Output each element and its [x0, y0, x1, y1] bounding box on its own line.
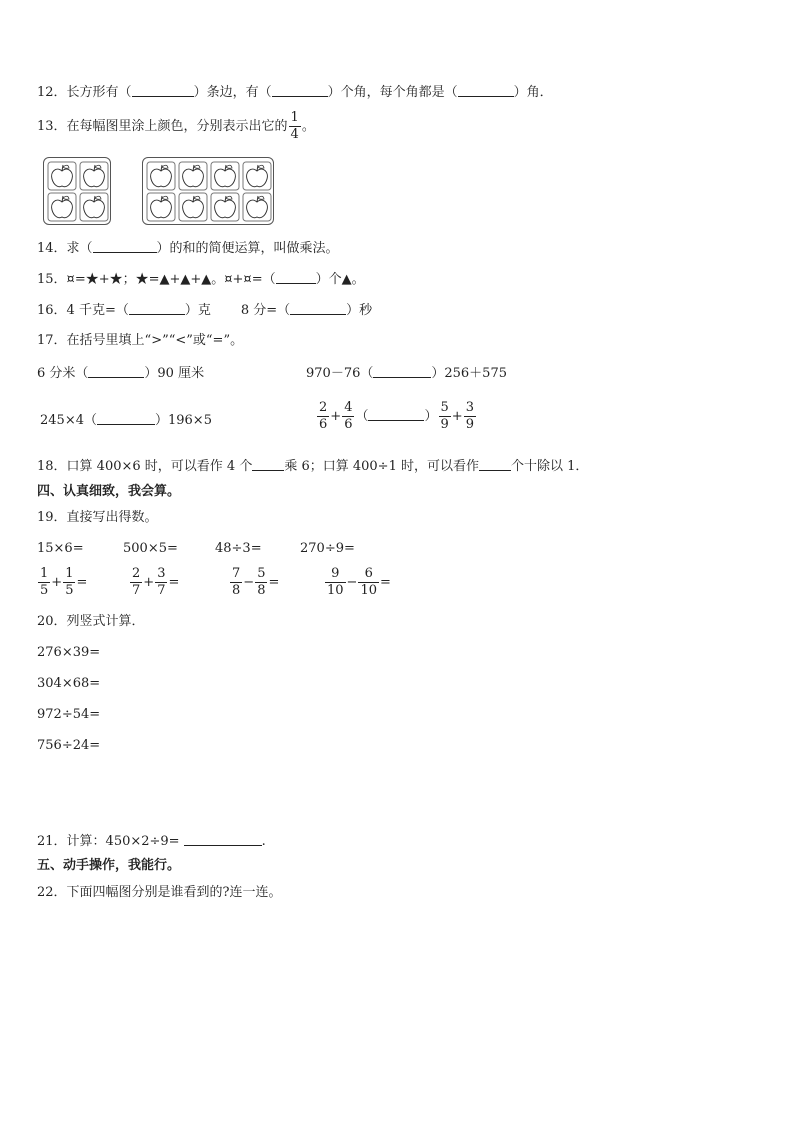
fraction: $\frac{7}{8}$ — [232, 566, 241, 598]
fraction: $\frac{3}{9}$ — [465, 400, 474, 432]
calc-item: 48÷3= — [215, 541, 262, 556]
calc-item: 500×5= — [123, 541, 178, 556]
answer-blank[interactable] — [88, 364, 144, 378]
question-16: 16．4 千克=（ ）克 8 分=（ ）秒 — [37, 303, 373, 318]
fraction-calc-item: $\frac{1}{5}$ + $\frac{1}{5}$ = — [40, 566, 88, 598]
calc-item: 270÷9= — [300, 541, 355, 556]
fraction-calc-item: $\frac{9}{10}$ − $\frac{6}{10}$ = — [327, 566, 391, 598]
fraction: $\frac{2}{6}$ — [319, 400, 328, 432]
apple-box-4[interactable] — [43, 157, 111, 225]
question-15: 15．¤=★+★；★=▲+▲+▲。¤+¤=（ ）个▲。 — [37, 272, 365, 287]
compare-1: 6 分米（ ）90 厘米 — [37, 366, 205, 381]
answer-blank[interactable] — [132, 83, 194, 97]
question-18: 18．口算 400×6 时，可以看作 4 个 乘 6；口算 400÷1 时，可以看作 个十除以 1． — [37, 459, 589, 474]
fraction-calc-item: $\frac{2}{7}$ + $\frac{3}{7}$ = — [132, 566, 180, 598]
apple-box-8[interactable] — [142, 157, 274, 225]
compare-4: $\frac{2}{6}$ + $\frac{4}{6}$ （ ） $\frac{5}{9}$ + $\frac{3}{9}$ — [319, 400, 474, 432]
answer-blank[interactable] — [252, 457, 284, 471]
answer-blank[interactable] — [272, 83, 328, 97]
answer-blank[interactable] — [458, 83, 514, 97]
fraction: $\frac{3}{7}$ — [157, 566, 166, 598]
fraction: $\frac{5}{8}$ — [257, 566, 266, 598]
question-21: 21．计算：450×2÷9= . — [37, 834, 266, 849]
fraction: $\frac{4}{6}$ — [344, 400, 353, 432]
answer-blank[interactable] — [290, 301, 346, 315]
fraction: $\frac{5}{9}$ — [440, 400, 449, 432]
answer-blank[interactable] — [184, 832, 262, 846]
vertical-calc-item: 756÷24= — [37, 738, 101, 753]
fraction: $\frac{1}{5}$ — [65, 566, 74, 598]
section-4-heading: 四、认真细致，我会算。 — [37, 484, 181, 499]
compare-3: 245×4（ ）196×5 — [40, 413, 212, 428]
fraction-calc-item: $\frac{7}{8}$ − $\frac{5}{8}$ = — [232, 566, 280, 598]
vertical-calc-item: 304×68= — [37, 676, 101, 691]
vertical-calc-item: 972÷54= — [37, 707, 101, 722]
question-19-title: 19．直接写出得数。 — [37, 510, 158, 525]
question-22: 22．下面四幅图分别是谁看到的?连一连。 — [37, 885, 282, 900]
answer-blank[interactable] — [129, 301, 185, 315]
question-20-title: 20．列竖式计算． — [37, 614, 145, 629]
question-12: 12．长方形有（ ）条边，有（ ）个角，每个角都是（ ）角． — [37, 85, 553, 100]
answer-blank[interactable] — [368, 407, 424, 421]
fraction: $\frac{2}{7}$ — [132, 566, 141, 598]
answer-blank[interactable] — [97, 411, 155, 425]
answer-blank[interactable] — [479, 457, 511, 471]
fraction: $\frac{1}{4}$ — [290, 110, 299, 142]
question-17-title: 17．在括号里填上“>”“<”或“=”。 — [37, 333, 244, 348]
question-13: 13．在每幅图里涂上颜色，分别表示出它的 $\frac{1}{4}$ 。 — [37, 110, 315, 142]
vertical-calc-item: 276×39= — [37, 645, 101, 660]
answer-blank[interactable] — [373, 364, 431, 378]
fraction: $\frac{1}{5}$ — [40, 566, 49, 598]
fraction: $\frac{6}{10}$ — [360, 566, 377, 598]
answer-blank[interactable] — [93, 239, 157, 253]
answer-blank[interactable] — [276, 270, 316, 284]
section-5-heading: 五、动手操作，我能行。 — [37, 858, 181, 873]
compare-2: 970－76（ ）256＋575 — [306, 366, 507, 381]
fraction: $\frac{9}{10}$ — [327, 566, 344, 598]
question-14: 14．求（ ）的和的简便运算，叫做乘法。 — [37, 241, 339, 256]
calc-item: 15×6= — [37, 541, 84, 556]
